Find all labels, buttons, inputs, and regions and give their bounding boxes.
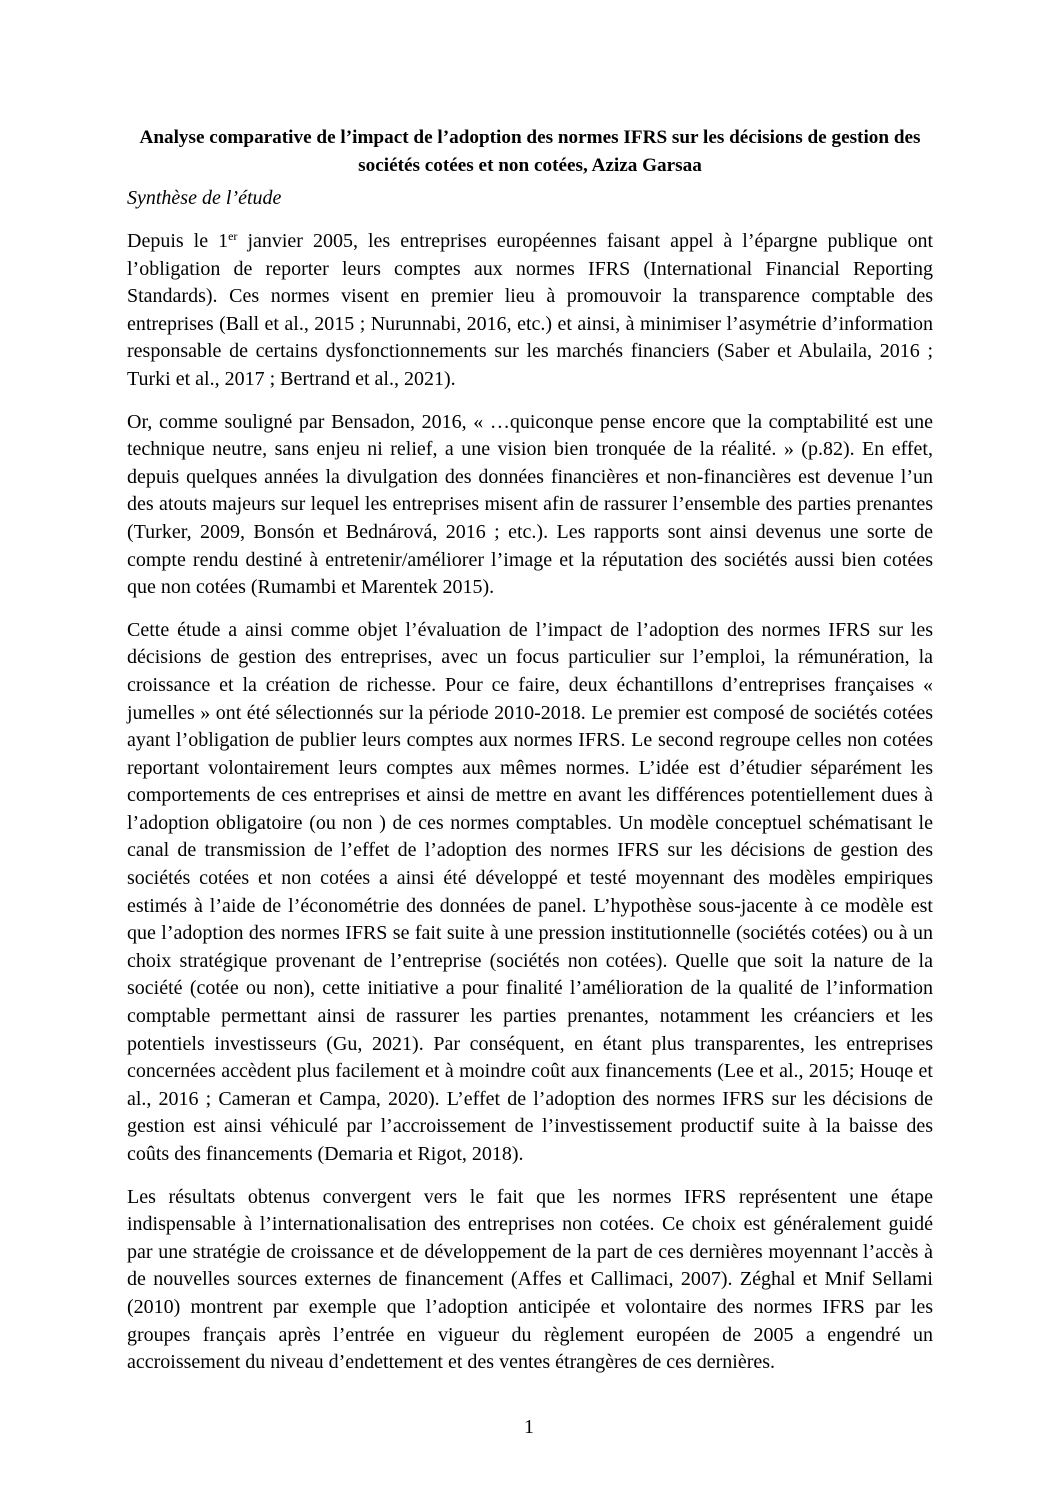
document-title: Analyse comparative de l’impact de l’adoption des normes IFRS sur les décisions de gestion des sociétés cotées et non cotées, Aziza Garsaa [139, 127, 921, 176]
ordinal-superscript: er [228, 229, 238, 243]
page-number: 1 [524, 1416, 534, 1438]
paragraph-3: Cette étude a ainsi comme objet l’évaluation de l’impact de l’adoption des normes IFRS sur les décisions de gestion des entreprises, avec un focus particulier sur l’emploi, la rémunération, la croissance et la création de richesse. Pour ce faire, deux échantillons d’entreprises françaises « jumelles » ont été sélectionnés sur la période 2010-2018. Le premier est composé de sociétés cotées ayant l’obligation de publier leurs comptes aux normes IFRS. Le second regroupe celles non cotées reportant volontairement leurs comptes aux mêmes normes. L’idée est d’étudier séparément les comportements de ces entreprises et ainsi de mettre en avant les différences potentiellement dues à l’adoption obligatoire (ou non ) de ces normes comptables. Un modèle conceptuel schématisant le canal de transmission de l’effet de l’adoption des normes IFRS sur les décisions de gestion des sociétés cotées et non cotées a ainsi été développé et testé moyennant des modèles empiriques estimés à l’aide de l’économétrie des données de panel. L’hypothèse sous-jacente à ce modèle est que l’adoption des normes IFRS se fait suite à une pression institutionnelle (sociétés cotées) ou à un choix stratégique provenant de l’entreprise (sociétés non cotées). Quelle que soit la nature de la société (cotée ou non), cette initiative a pour finalité l’amélioration de la qualité de l’information comptable permettant ainsi de rassurer les parties prenantes, notamment les créanciers et les potentiels investisseurs (Gu, 2021). Par conséquent, en étant plus transparentes, les entreprises concernées accèdent plus facilement et à moindre coût aux financements (Lee et al., 2015; Houqe et al., 2016 ; Cameran et Campa, 2020). L’effet de l’adoption des normes IFRS sur les décisions de gestion est ainsi véhiculé par l’accroissement de l’investissement productif suite à la baisse des coûts des financements (Demaria et Rigot, 2018). [127, 618, 933, 1165]
document-page [127, 124, 933, 1392]
paragraph-2: Or, comme souligné par Bensadon, 2016, « …quiconque pense encore que la comptabilité est une technique neutre, sans enjeu ni relief, a une vision bien tronquée de la réalité. » (p.82). En effet, depuis quelques années la divulgation des données financières et non-financières est devenue l’un des atouts majeurs sur lequel les entreprises misent afin de rassurer l’ensemble des parties prenantes (Turker, 2009, Bonsón et Bednárová, 2016 ; etc.). Les rapports sont ainsi devenus une sorte de compte rendu destiné à entretenir/améliorer l’image et la réputation des sociétés aussi bien cotées que non cotées (Rumambi et Marentek 2015). [127, 410, 933, 599]
paragraph-4: Les résultats obtenus convergent vers le fait que les normes IFRS représentent une étape indispensable à l’internationalisation des entreprises non cotées. Ce choix est généralement guidé par une stratégie de croissance et de développement de la part de ces dernières moyennant l’accès à de nouvelles sources externes de financement (Affes et Callimaci, 2007). Zéghal et Mnif Sellami (2010) montrent par exemple que l’adoption anticipée et volontaire des normes IFRS par les groupes français après l’entrée en vigueur du règlement européen de 2005 a engendré un accroissement du niveau d’endettement et des ventes étrangères de ces dernières. [127, 1185, 933, 1374]
paragraph-1-start: Depuis le 1 [127, 230, 229, 252]
paragraph-1 [127, 228, 933, 394]
paragraph-1-rest: janvier 2005, les entreprises européennes faisant appel à l’épargne publique ont l’obligation de reporter leurs comptes aux normes IFRS (International Financial Reporting Standards). Ces normes visent en premier lieu à promouvoir la transparence comptable des entreprises (Ball et al., 2015 ; Nurunnabi, 2016, etc.) et ainsi, à minimiser l’asymétrie d’information responsable de certains dysfonctionnements sur les marchés financiers (Saber et Abulaila, 2016 ; Turki et al., 2017 ; Bertrand et al., 2021). [127, 230, 933, 390]
section-subtitle: Synthèse de l’étude [127, 187, 282, 209]
